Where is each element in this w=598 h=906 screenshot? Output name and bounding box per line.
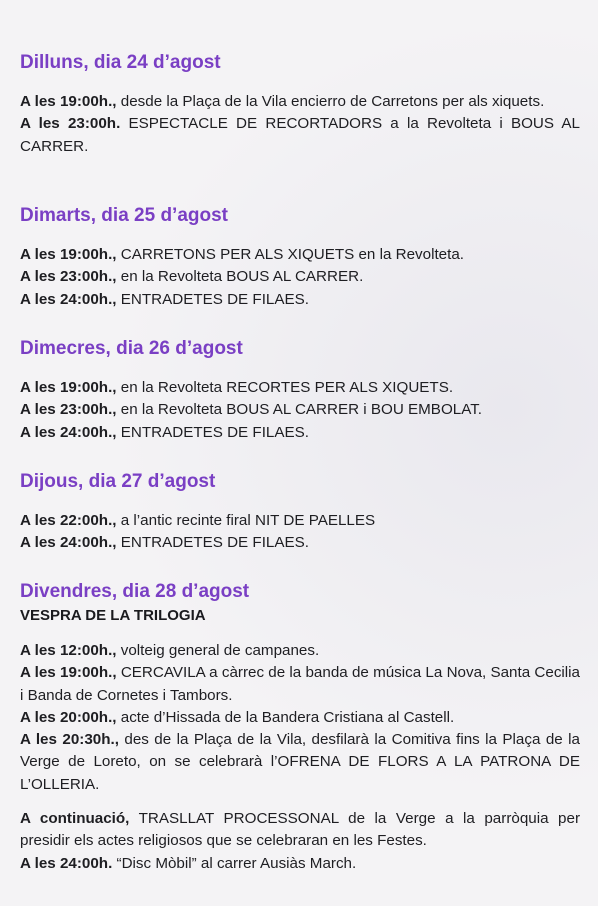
day-thursday [20,471,580,555]
event-item [20,808,580,853]
event-text: acte d’Hissada de la Bandera Cristiana al Castell. [120,708,455,726]
event-time: A les 20:30h., [20,731,119,749]
event-text: en la Revolteta BOUS AL CARRER. [120,268,364,286]
event-time: A les 23:00h., [20,401,117,419]
day-wednesday [20,338,580,444]
event-text: “Disc Mòbil” al carrer Ausiàs March. [116,854,357,872]
event-time: A les 23:00h. [20,115,121,133]
event-time: A les 24:00h., [20,534,117,552]
event-list [20,640,580,875]
event-item [20,266,580,288]
event-item [20,532,580,554]
event-list [20,244,580,311]
event-text: volteig general de campanes. [120,642,320,659]
event-time: A les 19:00h., [20,379,117,396]
event-text: TRASLLAT PROCESSONAL de la Verge a la parròquia per presidir els actes religiosos que se celebraran en les Festes. [20,810,580,850]
event-text: ENTRADETES DE FILAES. [120,290,309,308]
event-time: A les 19:00h., [20,664,117,682]
event-item [20,510,580,532]
event-time: A les 24:00h., [20,423,117,441]
event-time: A les 19:00h., [20,93,117,110]
event-text: a l’antic recinte firal NIT DE PAELLES [120,512,376,529]
event-item [20,640,580,662]
day-friday [20,581,580,875]
event-text: des de la Plaça de la Vila, desfilarà la Comitiva fins la Plaça de la Verge de Loreto, on se celebrarà l’OFRENA DE FLORS A LA PATRONA DE L’OLLERIA. [20,731,580,793]
event-time: A les 24:00h., [20,290,117,308]
event-time: A les 24:00h. [20,854,113,872]
event-item [20,91,580,113]
event-text: en la Revolteta RECORTES PER ALS XIQUETS. [120,379,454,396]
day-title: Dilluns, dia 24 d’agost [20,52,221,73]
event-time: A les 22:00h., [20,512,117,529]
event-list [20,91,580,158]
event-item [20,662,580,707]
event-item [20,707,580,729]
event-item [20,729,580,796]
event-text: CERCAVILA a càrrec de la banda de música La Nova, Santa Cecilia i Banda de Cornetes i Tambors. [20,664,580,704]
event-item [20,289,580,311]
event-time: A les 12:00h., [20,642,117,659]
day-title: Dijous, dia 27 d’agost [20,471,216,492]
event-time: A les 23:00h., [20,268,117,286]
event-text: CARRETONS PER ALS XIQUETS en la Revolteta. [120,246,465,263]
event-text: ESPECTACLE DE RECORTADORS a la Revolteta i BOUS AL CARRER. [20,115,580,155]
event-list [20,377,580,444]
day-monday [20,52,580,158]
event-time: A continuació, [20,810,130,828]
event-item [20,377,580,399]
day-subtitle: VESPRA DE LA TRILOGIA [20,607,206,624]
event-time: A les 20:00h., [20,708,117,726]
event-item [20,244,580,266]
day-title: Dimecres, dia 26 d’agost [20,338,243,359]
event-text: ENTRADETES DE FILAES. [120,534,309,552]
day-title: Dimarts, dia 25 d’agost [20,205,229,226]
event-item [20,399,580,421]
event-item [20,422,580,444]
event-item [20,853,580,875]
event-list [20,510,580,555]
event-text: ENTRADETES DE FILAES. [120,423,309,441]
event-time: A les 19:00h., [20,246,117,263]
event-text: en la Revolteta BOUS AL CARRER i BOU EMBOLAT. [120,401,483,419]
event-text: desde la Plaça de la Vila encierro de Carretons per als xiquets. [120,93,545,110]
day-title: Divendres, dia 28 d’agost [20,581,250,602]
day-tuesday [20,205,580,311]
event-item [20,113,580,158]
